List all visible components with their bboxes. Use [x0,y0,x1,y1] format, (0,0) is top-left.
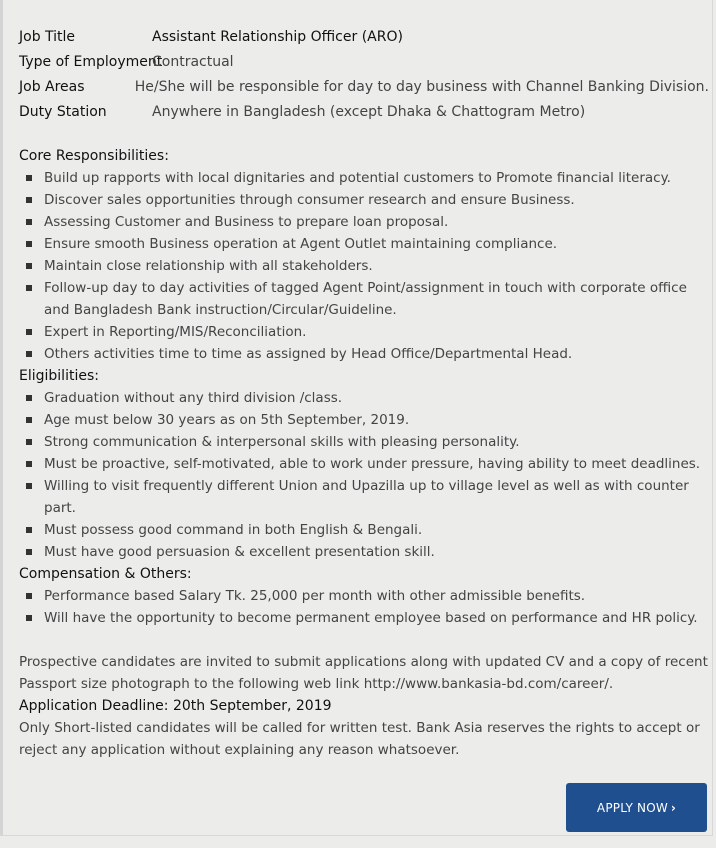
list-item-text: Performance based Salary Tk. 25,000 per month with other admissible benefits. [44,588,586,604]
job-areas-label: Job Areas [19,78,85,95]
job-title-row [19,24,709,49]
list-item [19,541,709,563]
list-item-text: Discover sales opportunities through consumer research and ensure Business. [44,192,575,208]
bullet-icon [26,549,32,555]
list-item [19,409,709,431]
list-item-text: Must be proactive, self-motivated, able to work under pressure, having ability to meet deadlines. [44,456,701,472]
bullet-icon [26,527,32,533]
list-item [19,233,709,255]
compensation-list [19,585,709,629]
bullet-icon [26,175,32,181]
list-item-text: Willing to visit frequently different Union and Upazilla up to village level as well as with counter part. [44,478,689,516]
chevron-right-icon: › [670,800,677,815]
list-item-text: Ensure smooth Business operation at Agent Outlet maintaining compliance. [44,236,558,252]
apply-now-button[interactable] [566,783,707,832]
list-item-text: Must possess good command in both English & Bengali. [44,522,423,538]
list-item [19,255,709,277]
list-item [19,211,709,233]
duty-station-value: Anywhere in Bangladesh (except Dhaka & Chattogram Metro) [152,103,586,120]
shortlist-note: Only Short-listed candidates will be called for written test. Bank Asia reserves the rights to accept or reject any application without explaining any reason whatsoever. [19,720,700,758]
list-item-text: Maintain close relationship with all stakeholders. [44,258,373,274]
list-item [19,475,709,519]
list-item-text: Age must below 30 years as on 5th September, 2019. [44,412,410,428]
list-item [19,321,709,343]
list-item-text: Expert in Reporting/MIS/Reconciliation. [44,324,307,340]
application-deadline: Application Deadline: 20th September, 2019 [19,698,332,714]
list-item [19,453,709,475]
bullet-icon [26,615,32,621]
list-item [19,519,709,541]
bullet-icon [26,285,32,291]
duty-station-label: Duty Station [19,103,107,120]
bullet-icon [26,219,32,225]
core-responsibilities-list [19,167,709,365]
list-item [19,431,709,453]
employment-row [19,49,709,74]
eligibilities-heading: Eligibilities: [19,368,99,384]
eligibilities-list [19,387,709,563]
employment-value: Contractual [152,53,234,70]
core-responsibilities-heading: Core Responsibilities: [19,148,169,164]
bullet-icon [26,263,32,269]
job-areas-value: He/She will be responsible for day to day business with Channel Banking Division. [134,78,709,95]
list-item [19,277,709,321]
list-item-text: Assessing Customer and Business to prepare loan proposal. [44,214,449,230]
list-item-text: Follow-up day to day activities of tagged Agent Point/assignment in touch with corporate office and Bangladesh Bank instruction/Circular/Guideline. [44,280,687,318]
job-content [19,24,709,761]
job-areas-row [19,74,709,99]
list-item [19,607,709,629]
list-item [19,167,709,189]
list-item-text: Others activities time to time as assigned by Head Office/Departmental Head. [44,346,573,362]
bullet-icon [26,395,32,401]
bullet-icon [26,241,32,247]
compensation-heading: Compensation & Others: [19,566,192,582]
list-item [19,585,709,607]
duty-station-row [19,99,709,124]
list-item [19,343,709,365]
bullet-icon [26,439,32,445]
list-item-text: Will have the opportunity to become permanent employee based on performance and HR policy. [44,610,698,626]
bullet-icon [26,351,32,357]
application-instructions: Prospective candidates are invited to submit applications along with updated CV and a copy of recent Passport size photograph to the following web link http://www.bankasia-bd.com/career/. [19,654,708,692]
bullet-icon [26,461,32,467]
apply-now-label: APPLY NOW [596,800,668,815]
bullet-icon [26,329,32,335]
job-title-label: Job Title [19,28,76,45]
list-item-text: Must have good persuasion & excellent presentation skill. [44,544,435,560]
bullet-icon [26,197,32,203]
list-item [19,387,709,409]
list-item-text: Strong communication & interpersonal skills with pleasing personality. [44,434,520,450]
bullet-icon [26,417,32,423]
bullet-icon [26,483,32,489]
list-item-text: Build up rapports with local dignitaries and potential customers to Promote financial literacy. [44,170,671,186]
list-item-text: Graduation without any third division /class. [44,390,343,406]
employment-label: Type of Employment [19,53,163,70]
bullet-icon [26,593,32,599]
list-item [19,189,709,211]
job-title-value: Assistant Relationship Officer (ARO) [152,28,403,45]
